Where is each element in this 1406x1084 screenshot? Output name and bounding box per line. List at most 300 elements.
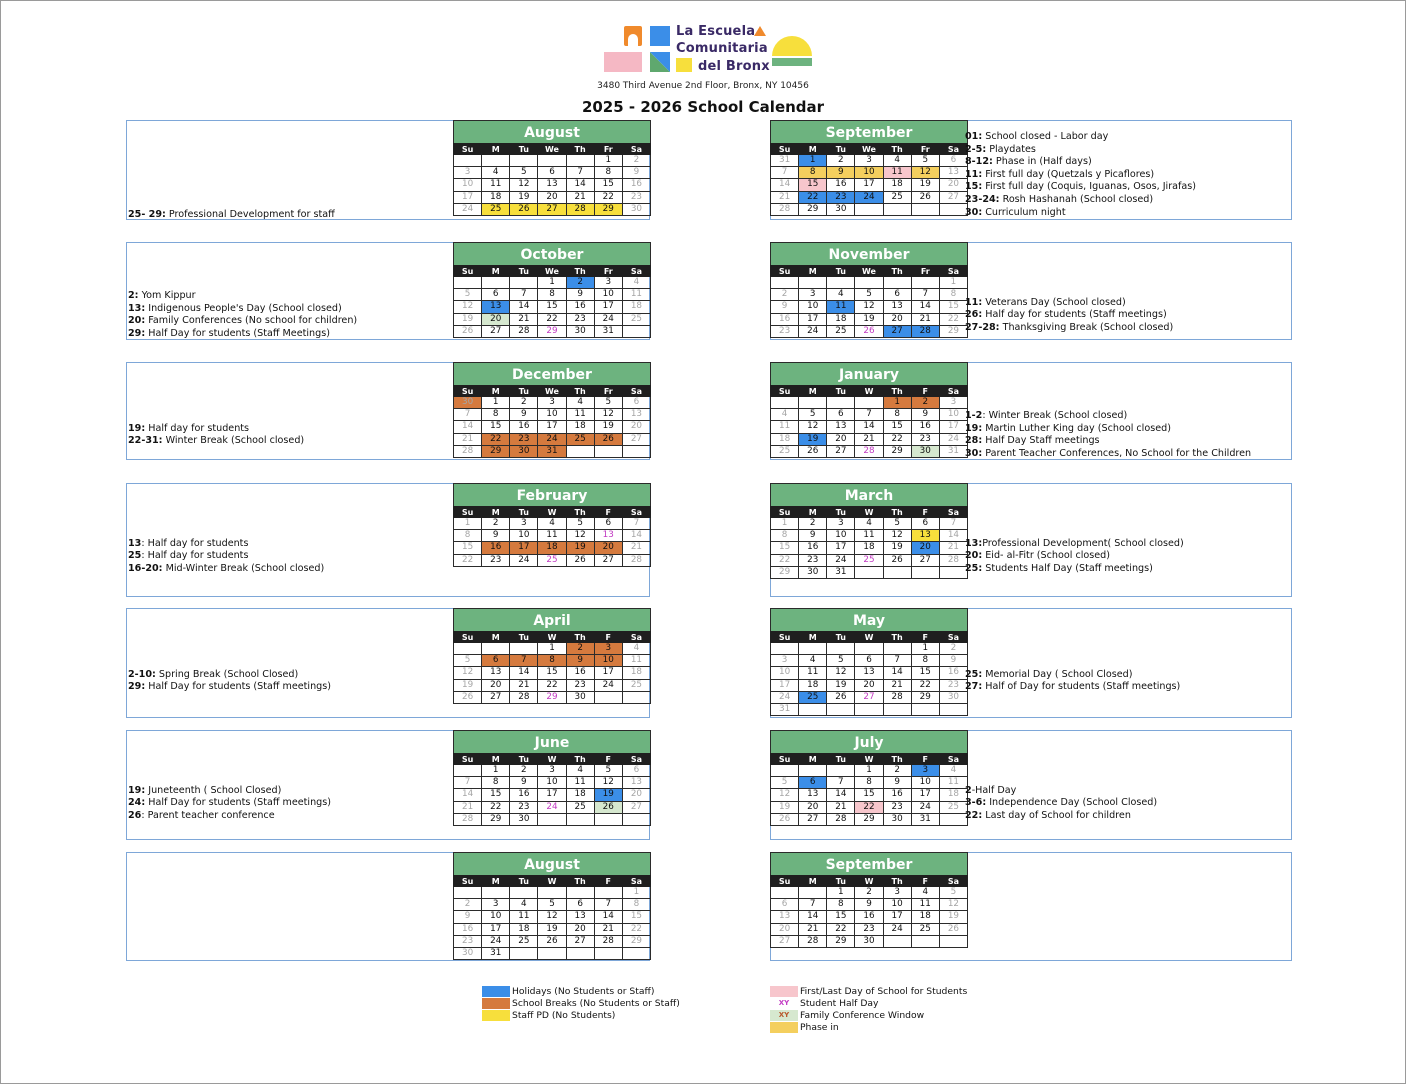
note-line xyxy=(128,290,357,303)
day-cell: 12 xyxy=(883,530,911,542)
weekday-header: Th xyxy=(566,632,594,643)
day-cell: 2 xyxy=(510,397,538,409)
day-cell: 12 xyxy=(855,301,883,313)
day-cell: 29 xyxy=(883,445,911,457)
month-calendar xyxy=(453,483,651,567)
day-cell: 12 xyxy=(594,777,622,789)
weekday-header: F xyxy=(594,632,622,643)
day-cell: 3 xyxy=(799,289,827,301)
weekday-header: Th xyxy=(883,876,911,887)
day-cell: 1 xyxy=(594,155,622,167)
day-cell: 13 xyxy=(566,911,594,923)
day-cell: 9 xyxy=(911,409,939,421)
day-cell xyxy=(622,691,650,703)
note-text: Winter Break (School closed) xyxy=(162,435,305,447)
day-cell xyxy=(827,765,855,777)
day-cell: 14 xyxy=(566,179,594,191)
day-cell: 27 xyxy=(538,203,566,215)
day-cell: 26 xyxy=(799,445,827,457)
day-cell: 27 xyxy=(827,445,855,457)
note-text: Eid- al-Fitr (School closed) xyxy=(982,550,1110,562)
day-cell: 15 xyxy=(911,667,939,679)
day-cell: 11 xyxy=(855,530,883,542)
day-cell: 26 xyxy=(594,433,622,445)
day-cell: 17 xyxy=(939,421,967,433)
day-cell: 8 xyxy=(771,530,799,542)
day-cell xyxy=(855,397,883,409)
day-cell: 14 xyxy=(510,667,538,679)
week-row xyxy=(454,679,651,691)
month-table xyxy=(770,631,968,716)
month-calendar xyxy=(453,608,651,704)
note-date: 8-12: xyxy=(965,156,993,168)
day-cell xyxy=(454,643,482,655)
day-cell: 8 xyxy=(538,655,566,667)
day-cell: 21 xyxy=(799,923,827,935)
weekday-header: Fr xyxy=(594,386,622,397)
day-cell: 26 xyxy=(939,923,967,935)
day-cell: 18 xyxy=(566,789,594,801)
legend-swatch xyxy=(770,986,798,997)
day-cell: 18 xyxy=(622,667,650,679)
day-cell: 11 xyxy=(482,179,510,191)
week-row xyxy=(454,313,651,325)
day-cell: 1 xyxy=(939,277,967,289)
day-cell xyxy=(799,277,827,289)
day-cell: 9 xyxy=(799,530,827,542)
day-cell: 21 xyxy=(454,433,482,445)
month-calendar xyxy=(770,483,968,579)
day-cell: 3 xyxy=(538,397,566,409)
legend-item xyxy=(770,986,1010,998)
day-cell xyxy=(911,703,939,715)
day-cell: 11 xyxy=(510,911,538,923)
day-cell: 10 xyxy=(538,777,566,789)
day-cell: 17 xyxy=(911,789,939,801)
month-title: May xyxy=(770,608,968,631)
weekday-header: Tu xyxy=(510,754,538,765)
day-cell xyxy=(827,397,855,409)
weekday-header: W xyxy=(855,386,883,397)
weekday-header: Th xyxy=(566,266,594,277)
month-title: December xyxy=(453,362,651,385)
day-cell: 12 xyxy=(454,667,482,679)
note-date: 13: xyxy=(128,302,146,314)
day-cell: 10 xyxy=(482,911,510,923)
day-cell: 29 xyxy=(622,935,650,947)
day-cell: 9 xyxy=(454,911,482,923)
week-row xyxy=(454,542,651,554)
day-cell: 15 xyxy=(622,911,650,923)
day-cell xyxy=(771,397,799,409)
note-line xyxy=(128,303,357,316)
note-text: Professional Development for staff xyxy=(165,209,335,220)
day-cell: 22 xyxy=(482,801,510,813)
weekday-header: Su xyxy=(454,754,482,765)
note-line xyxy=(965,309,1173,322)
day-cell: 2 xyxy=(855,887,883,899)
day-cell: 21 xyxy=(566,191,594,203)
weekday-header: Tu xyxy=(510,266,538,277)
day-cell xyxy=(622,947,650,959)
day-cell: 3 xyxy=(883,887,911,899)
week-row xyxy=(771,397,968,409)
day-cell: 28 xyxy=(454,813,482,825)
day-cell: 10 xyxy=(771,667,799,679)
day-cell: 10 xyxy=(855,167,883,179)
note-text: Half day for students (Staff meetings) xyxy=(982,309,1167,321)
month-table xyxy=(453,753,651,826)
day-cell: 8 xyxy=(594,167,622,179)
day-cell: 10 xyxy=(939,409,967,421)
day-cell: 6 xyxy=(594,518,622,530)
day-cell: 23 xyxy=(827,191,855,203)
day-cell: 5 xyxy=(538,899,566,911)
day-cell: 27 xyxy=(482,691,510,703)
day-cell: 1 xyxy=(622,887,650,899)
day-cell: 23 xyxy=(911,433,939,445)
month-calendar xyxy=(453,362,651,458)
day-cell: 27 xyxy=(622,801,650,813)
day-cell: 28 xyxy=(454,445,482,457)
school-name-line3: del Bronx xyxy=(698,59,770,74)
day-cell: 31 xyxy=(771,155,799,167)
weekday-header: M xyxy=(482,386,510,397)
day-cell: 19 xyxy=(566,542,594,554)
day-cell xyxy=(538,947,566,959)
weekday-header: Sa xyxy=(622,386,650,397)
weekday-header: Tu xyxy=(510,876,538,887)
day-cell: 27 xyxy=(939,191,967,203)
month-notes xyxy=(965,538,1184,576)
weekday-header: Sa xyxy=(939,632,967,643)
day-cell: 20 xyxy=(482,679,510,691)
day-cell: 8 xyxy=(883,409,911,421)
day-cell: 7 xyxy=(883,655,911,667)
school-name-line1: La Escuela xyxy=(676,24,756,39)
day-cell: 15 xyxy=(454,542,482,554)
day-cell: 9 xyxy=(939,655,967,667)
note-date: 26 xyxy=(128,809,142,821)
day-cell xyxy=(939,566,967,578)
weekday-header: Su xyxy=(454,144,482,155)
day-cell: 14 xyxy=(939,530,967,542)
week-row xyxy=(771,667,968,679)
day-cell: 4 xyxy=(855,518,883,530)
day-cell: 26 xyxy=(594,801,622,813)
day-cell: 25 xyxy=(622,679,650,691)
week-row xyxy=(771,518,968,530)
week-row xyxy=(771,409,968,421)
day-cell: 22 xyxy=(911,679,939,691)
day-cell: 2 xyxy=(482,518,510,530)
day-cell: 11 xyxy=(771,421,799,433)
day-cell xyxy=(911,277,939,289)
weekday-header: Th xyxy=(883,754,911,765)
weekday-header: Th xyxy=(883,266,911,277)
note-date: 2: xyxy=(128,290,139,302)
day-cell: 23 xyxy=(855,923,883,935)
day-cell xyxy=(510,887,538,899)
day-cell: 25 xyxy=(566,433,594,445)
day-cell: 9 xyxy=(482,530,510,542)
day-cell: 3 xyxy=(510,518,538,530)
legend-swatch xyxy=(770,1022,798,1033)
note-date: 30: xyxy=(965,448,983,460)
month-table xyxy=(453,875,651,960)
weekday-header: M xyxy=(799,144,827,155)
day-cell: 25 xyxy=(911,923,939,935)
day-cell: 12 xyxy=(566,530,594,542)
week-row xyxy=(771,655,968,667)
day-cell: 21 xyxy=(771,191,799,203)
note-date: 26: xyxy=(965,309,983,321)
day-cell: 13 xyxy=(771,911,799,923)
day-cell: 28 xyxy=(566,203,594,215)
day-cell xyxy=(799,397,827,409)
weekday-header: We xyxy=(855,144,883,155)
day-cell: 13 xyxy=(482,301,510,313)
week-row xyxy=(771,445,968,457)
day-cell: 16 xyxy=(510,789,538,801)
note-line xyxy=(965,194,1196,207)
weekday-header: M xyxy=(482,144,510,155)
day-cell: 23 xyxy=(622,191,650,203)
day-cell: 30 xyxy=(510,813,538,825)
week-row xyxy=(454,179,651,191)
day-cell: 7 xyxy=(594,899,622,911)
day-cell: 6 xyxy=(883,289,911,301)
note-date: 1-2 xyxy=(965,410,983,422)
day-cell: 4 xyxy=(566,765,594,777)
day-cell: 19 xyxy=(911,179,939,191)
page-title: 2025 - 2026 School Calendar xyxy=(581,98,825,116)
day-cell: 27 xyxy=(482,325,510,337)
legend-label: Phase in xyxy=(800,1022,839,1033)
note-line xyxy=(128,810,331,823)
month-title: November xyxy=(770,242,968,265)
day-cell: 13 xyxy=(827,421,855,433)
week-row xyxy=(454,801,651,813)
day-cell: 2 xyxy=(622,155,650,167)
day-cell: 8 xyxy=(827,899,855,911)
note-line xyxy=(965,207,1196,220)
day-cell: 28 xyxy=(510,691,538,703)
day-cell: 23 xyxy=(454,935,482,947)
month-notes xyxy=(128,423,304,448)
day-cell: 9 xyxy=(566,289,594,301)
day-cell: 28 xyxy=(594,935,622,947)
weekday-header: Tu xyxy=(827,632,855,643)
day-cell: 30 xyxy=(510,445,538,457)
weekday-header: Sa xyxy=(939,507,967,518)
day-cell: 30 xyxy=(454,947,482,959)
day-cell xyxy=(883,203,911,215)
day-cell: 18 xyxy=(827,313,855,325)
day-cell: 14 xyxy=(594,911,622,923)
week-row xyxy=(454,643,651,655)
day-cell: 21 xyxy=(510,679,538,691)
day-cell: 18 xyxy=(883,179,911,191)
day-cell: 1 xyxy=(538,643,566,655)
note-date: 13: xyxy=(965,537,983,549)
weekday-header: Th xyxy=(883,632,911,643)
day-cell: 5 xyxy=(771,777,799,789)
weekday-header: Tu xyxy=(827,507,855,518)
note-text: Half Day Staff meetings xyxy=(982,435,1100,447)
month-table xyxy=(770,506,968,579)
day-cell: 2 xyxy=(566,277,594,289)
day-cell: 14 xyxy=(622,530,650,542)
day-cell: 23 xyxy=(510,433,538,445)
note-line xyxy=(128,550,324,563)
day-cell: 11 xyxy=(911,899,939,911)
month-calendar xyxy=(453,852,651,960)
day-cell: 8 xyxy=(799,167,827,179)
day-cell: 12 xyxy=(538,911,566,923)
note-line xyxy=(965,810,1157,823)
day-cell: 26 xyxy=(911,191,939,203)
day-cell: 18 xyxy=(482,191,510,203)
weekday-header: W xyxy=(855,754,883,765)
weekday-header: F xyxy=(911,876,939,887)
day-cell xyxy=(883,277,911,289)
note-text: -Half Day xyxy=(971,784,1017,796)
day-cell xyxy=(622,813,650,825)
day-cell: 5 xyxy=(594,397,622,409)
week-row xyxy=(771,703,968,715)
month-notes xyxy=(965,410,1251,460)
day-cell: 16 xyxy=(771,313,799,325)
note-line xyxy=(965,563,1184,576)
day-cell: 3 xyxy=(594,643,622,655)
day-cell: 13 xyxy=(939,167,967,179)
day-cell xyxy=(482,643,510,655)
week-row xyxy=(771,542,968,554)
day-cell: 9 xyxy=(622,167,650,179)
note-date: 22: xyxy=(965,809,983,821)
day-cell: 28 xyxy=(827,813,855,825)
day-cell: 3 xyxy=(911,765,939,777)
day-cell: 27 xyxy=(622,433,650,445)
day-cell: 30 xyxy=(566,325,594,337)
day-cell: 18 xyxy=(771,433,799,445)
day-cell: 17 xyxy=(510,542,538,554)
day-cell: 25 xyxy=(538,554,566,566)
note-text: Phase in (Half days) xyxy=(992,156,1092,168)
note-text: Half of Day for students (Staff meetings) xyxy=(982,681,1181,693)
weekday-header: Su xyxy=(454,507,482,518)
day-cell xyxy=(622,325,650,337)
day-cell: 14 xyxy=(510,301,538,313)
day-cell xyxy=(855,203,883,215)
day-cell: 30 xyxy=(454,397,482,409)
day-cell xyxy=(594,887,622,899)
note-date: 25- 29: xyxy=(128,209,166,220)
week-row xyxy=(454,421,651,433)
day-cell: 18 xyxy=(566,421,594,433)
week-row xyxy=(454,445,651,457)
day-cell: 2 xyxy=(883,765,911,777)
day-cell: 4 xyxy=(911,887,939,899)
day-cell: 27 xyxy=(911,554,939,566)
week-row xyxy=(454,203,651,215)
day-cell: 17 xyxy=(883,911,911,923)
note-date: 2-5: xyxy=(965,143,987,155)
day-cell: 12 xyxy=(454,301,482,313)
day-cell: 11 xyxy=(939,777,967,789)
note-line xyxy=(965,169,1196,182)
day-cell: 22 xyxy=(622,923,650,935)
legend-item xyxy=(482,1010,722,1022)
day-cell: 24 xyxy=(911,801,939,813)
day-cell: 7 xyxy=(771,167,799,179)
day-cell xyxy=(454,155,482,167)
day-cell: 5 xyxy=(510,167,538,179)
note-date: 19: xyxy=(128,422,146,434)
week-row xyxy=(771,313,968,325)
day-cell: 14 xyxy=(911,301,939,313)
weekday-header: We xyxy=(538,386,566,397)
week-row xyxy=(771,911,968,923)
day-cell: 4 xyxy=(482,167,510,179)
day-cell: 23 xyxy=(482,554,510,566)
weekday-header: F xyxy=(911,632,939,643)
weekday-header: Th xyxy=(883,507,911,518)
day-cell: 16 xyxy=(510,421,538,433)
note-text: Juneteenth ( School Closed) xyxy=(145,784,282,796)
day-cell: 10 xyxy=(594,289,622,301)
month-notes xyxy=(965,297,1173,335)
day-cell: 19 xyxy=(771,801,799,813)
note-text: Rosh Hashanah (School closed) xyxy=(999,193,1154,205)
day-cell: 24 xyxy=(454,203,482,215)
day-cell: 1 xyxy=(855,765,883,777)
day-cell: 27 xyxy=(855,691,883,703)
weekday-header: M xyxy=(799,754,827,765)
week-row xyxy=(771,277,968,289)
day-cell: 29 xyxy=(939,325,967,337)
note-date: 15: xyxy=(965,181,983,193)
day-cell xyxy=(827,643,855,655)
weekday-header: M xyxy=(799,386,827,397)
weekday-header: M xyxy=(799,266,827,277)
note-date: 24: xyxy=(128,797,146,809)
weekday-header: F xyxy=(594,876,622,887)
day-cell: 10 xyxy=(594,655,622,667)
day-cell: 20 xyxy=(883,313,911,325)
month-title: January xyxy=(770,362,968,385)
day-cell xyxy=(510,947,538,959)
day-cell: 10 xyxy=(510,530,538,542)
week-row xyxy=(771,155,968,167)
day-cell: 16 xyxy=(939,667,967,679)
week-row xyxy=(771,433,968,445)
note-text: First full day (Coquis, Iguanas, Osos, Jirafas) xyxy=(982,181,1197,193)
note-text: Professional Development( School closed) xyxy=(982,537,1184,549)
weekday-header: W xyxy=(538,507,566,518)
month-notes xyxy=(965,785,1157,823)
week-row xyxy=(454,289,651,301)
note-line xyxy=(128,669,331,682)
day-cell: 15 xyxy=(538,667,566,679)
day-cell xyxy=(799,643,827,655)
weekday-header: Su xyxy=(771,876,799,887)
day-cell xyxy=(566,813,594,825)
day-cell xyxy=(566,155,594,167)
day-cell: 1 xyxy=(538,277,566,289)
day-cell: 11 xyxy=(566,409,594,421)
